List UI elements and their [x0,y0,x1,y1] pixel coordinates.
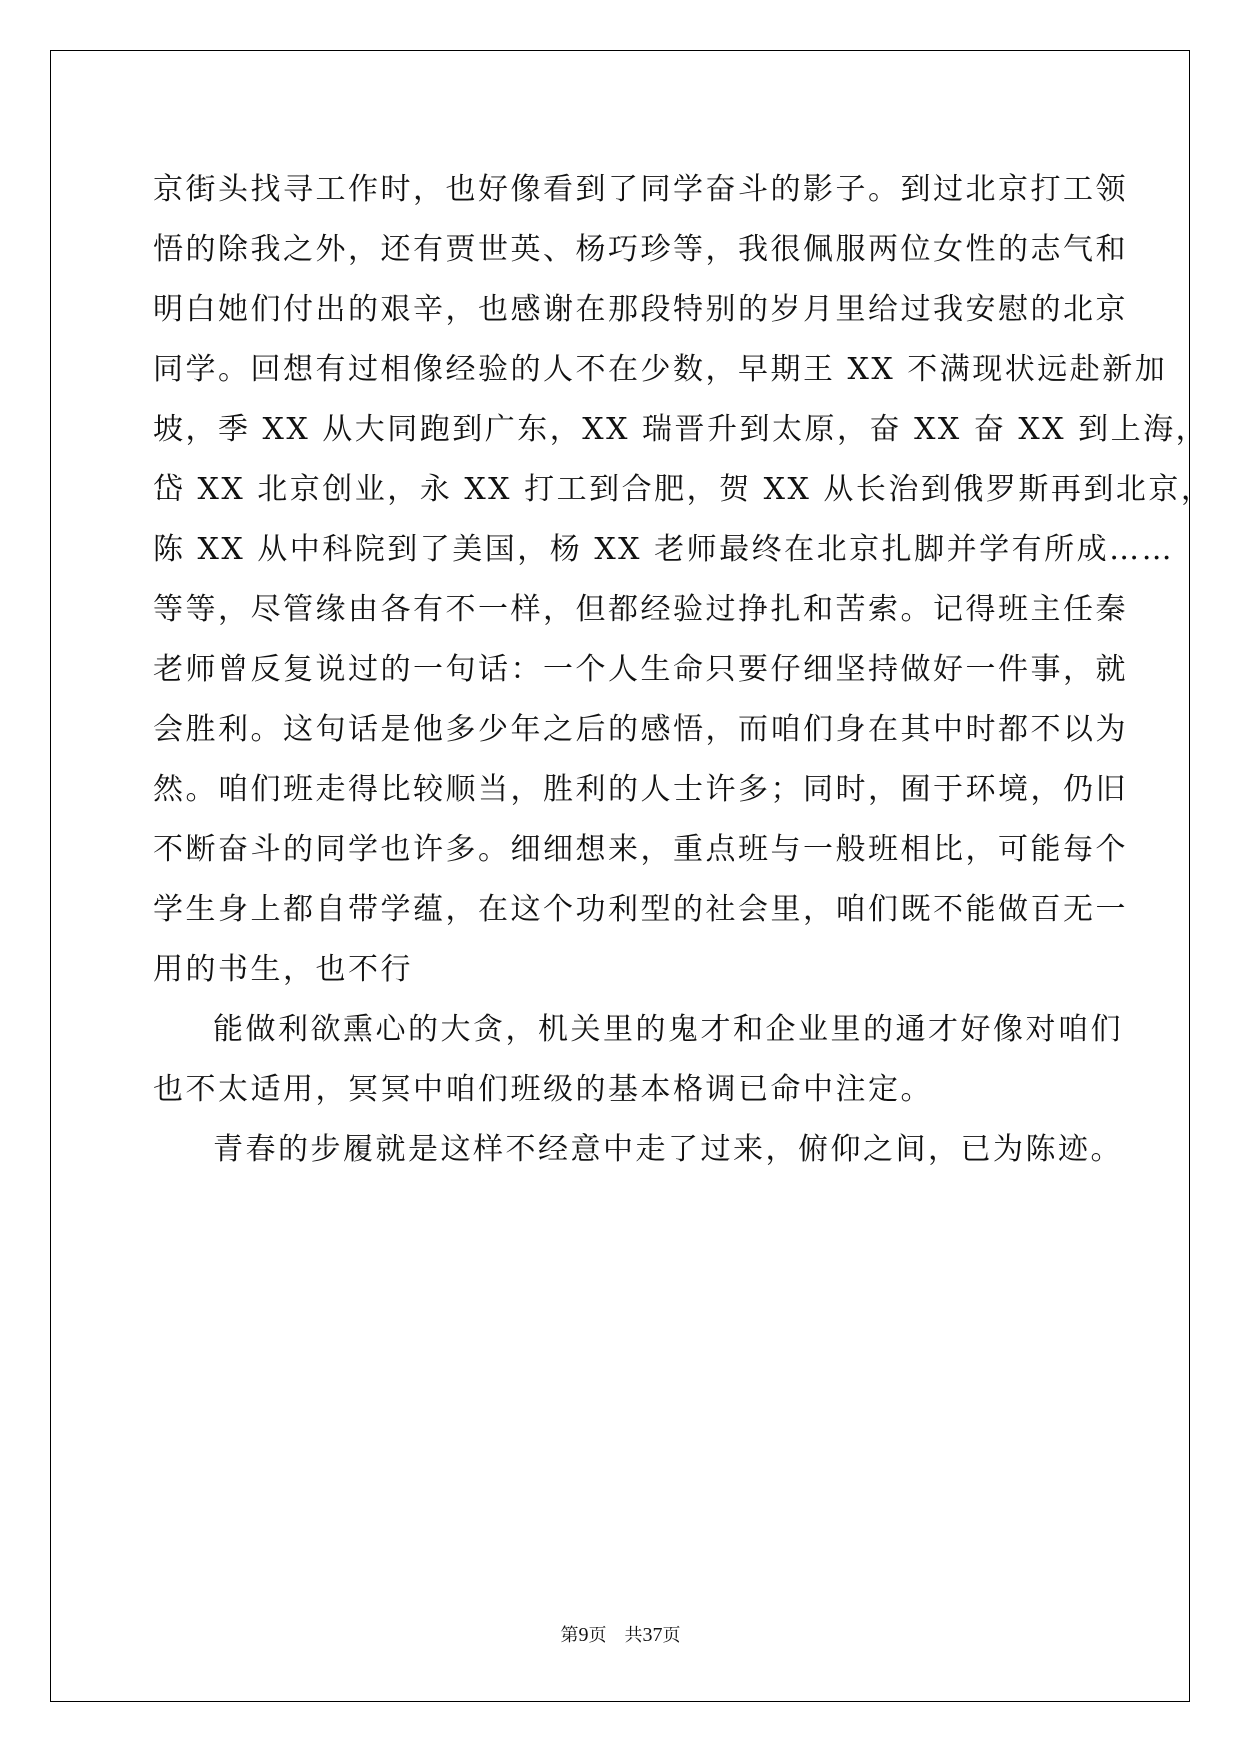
text-line: 坡，季 XX 从大同跑到广东，XX 瑞晋升到太原，奋 XX 奋 XX 到上海， [153,412,1209,447]
total-pages: 37 [642,1624,663,1646]
text-line: 不断奋斗的同学也许多。细细想来，重点班与一般班相比，可能每个 [153,832,1128,867]
footer-total-suffix: 页 [662,1625,681,1646]
text-line: 也不太适用，冥冥中咱们班级的基本格调已命中注定。 [153,1072,933,1107]
text-line: 然。咱们班走得比较顺当，胜利的人士许多；同时，囿于环境，仍旧 [153,772,1128,807]
text-line: 岱 XX 北京创业，永 XX 打工到合肥，贺 XX 从长治到俄罗斯再到北京， [153,472,1214,507]
page-footer [0,1621,1241,1647]
footer-page-suffix: 页 [588,1625,607,1646]
text-line: 悟的除我之外，还有贾世英、杨巧珍等，我很佩服两位女性的志气和 [153,232,1128,267]
text-line: 老师曾反复说过的一句话：一个人生命只要仔细坚持做好一件事，就 [153,652,1128,687]
text-line: 陈 XX 从中科院到了美国，杨 XX 老师最终在北京扎脚并学有所成…… [153,532,1175,567]
text-line: 用的书生，也不行 [153,952,413,987]
paragraph-3 [153,1120,1123,1180]
text-line: 学生身上都自带学蕴，在这个功利型的社会里，咱们既不能做百无一 [153,892,1128,927]
page-number: 9 [578,1624,589,1646]
footer-prefix: 第 [560,1625,579,1646]
text-line: 明白她们付出的艰辛，也感谢在那段特别的岁月里给过我安慰的北京 [153,292,1128,327]
text-line: 同学。回想有过相像经验的人不在少数，早期王 XX 不满现状远赴新加 [153,352,1168,387]
text-line: 青春的步履就是这样不经意中走了过来，俯仰之间，已为陈迹。 [213,1132,1123,1167]
footer-total-prefix: 共 [624,1625,643,1646]
text-line: 等等，尽管缘由各有不一样，但都经验过挣扎和苦索。记得班主任秦 [153,592,1128,627]
text-line: 会胜利。这句话是他多少年之后的感悟，而咱们身在其中时都不以为 [153,712,1128,747]
text-line: 能做利欲熏心的大贪，机关里的鬼才和企业里的通才好像对咱们 [213,1012,1123,1047]
document-body [153,160,1214,1180]
paragraph-1 [153,160,1214,1000]
text-line: 京街头找寻工作时，也好像看到了同学奋斗的影子。到过北京打工领 [153,172,1128,207]
paragraph-2 [153,1000,1123,1120]
